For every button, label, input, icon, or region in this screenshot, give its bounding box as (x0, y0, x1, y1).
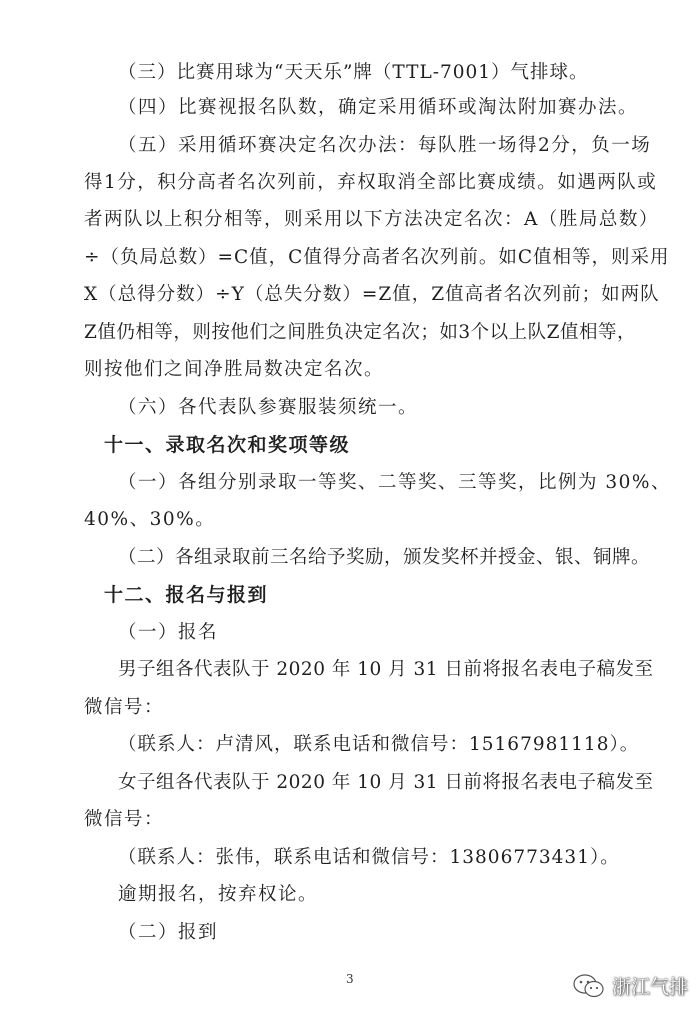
paragraph-ranking-rule-cont: 得1分，积分高者名次列前，弃权取消全部比赛成绩。如遇两队或 (84, 172, 658, 193)
paragraph-uniform-rule: （六）各代表队参赛服装须统一。 (118, 397, 419, 418)
subheading-check-in: （二）报到 (118, 922, 219, 943)
paragraph-ranking-rule-cont: 者两队以上积分相等，则采用以下方法决定名次：A（胜局总数） (84, 209, 659, 230)
paragraph-late-registration: 逾期报名，按弃权论。 (118, 884, 319, 905)
paragraph-award-prizes: （二）各组录取前三名给予奖励，颁发奖杯并授金、银、铜牌。 (118, 547, 651, 568)
paragraph-award-ratio: （一）各组分别录取一等奖、二等奖、三等奖，比例为 30%、 (118, 472, 672, 493)
watermark-label: 浙江气排 (612, 976, 689, 998)
watermark (572, 972, 688, 999)
section-heading-registration: 十二、报名与报到 (104, 584, 269, 606)
contact-men: （联系人：卢清风，联系电话和微信号：15167981118）。 (118, 734, 640, 755)
paragraph-men-registration: 男子组各代表队于 2020 年 10 月 31 日前将报名表电子稿发至 (118, 659, 654, 680)
paragraph-men-registration-cont: 微信号： (84, 697, 165, 718)
paragraph-ranking-rule-cont: X（总得分数）÷Y（总失分数）=Z值，Z值高者名次列前；如两队 (84, 284, 660, 305)
subheading-registration: （一）报名 (118, 622, 219, 643)
paragraph-award-ratio-cont: 40%、30%。 (84, 509, 216, 530)
paragraph-ball-rule: （三）比赛用球为“天天乐”牌（TTL-7001）气排球。 (118, 62, 589, 83)
paragraph-women-registration: 女子组各代表队于 2020 年 10 月 31 日前将报名表电子稿发至 (118, 772, 654, 793)
page-number: 3 (346, 972, 354, 986)
paragraph-women-registration-cont: 微信号： (84, 809, 165, 830)
paragraph-ranking-rule-cont: Z值仍相等，则按他们之间胜负决定名次；如3个以上队Z值相等， (84, 322, 636, 343)
section-heading-awards: 十一、录取名次和奖项等级 (104, 434, 351, 456)
contact-women: （联系人：张伟，联系电话和微信号：13806773431）。 (118, 847, 620, 868)
paragraph-ranking-rule: （五）采用循环赛决定名次办法：每队胜一场得2分，负一场 (118, 135, 652, 156)
wechat-icon (572, 973, 606, 999)
paragraph-ranking-rule-cont: 则按他们之间净胜局数决定名次。 (84, 359, 385, 380)
paragraph-format-rule: （四）比赛视报名队数，确定采用循环或淘汰附加赛办法。 (118, 97, 639, 118)
paragraph-ranking-rule-cont: ÷（负局总数）=C值，C值得分高者名次列前。如C值相等，则采用 (84, 247, 670, 268)
